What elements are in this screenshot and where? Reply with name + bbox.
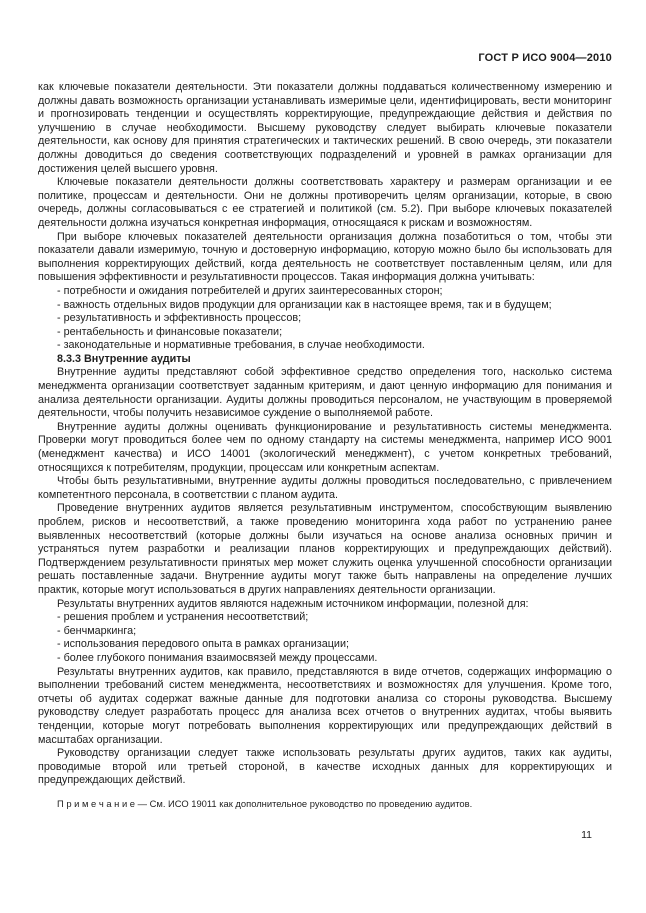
list-item: - решения проблем и устранения несоответствий; (57, 611, 309, 624)
page-number: 11 (581, 829, 592, 841)
paragraph: Внутренние аудиты должны оценивать функционирование и результативность системы менеджмента. Проверки могут проводиться более чем по одному стандарту на системы менеджмента, например ИСО 9001 (менеджмент качества) и ИСО 14001 (экологический менеджмент), с учетом конкретных требований, относящихся к потребителям, продукции, процессам или конкретным аспектам. (38, 420, 612, 474)
paragraph: Результаты внутренних аудитов, как правило, представляются в виде отчетов, содержащих информацию о выполнении требований систем менеджмента, несоответствиях и возможностях для улучшения. Кроме того, отчеты об аудитах содержат важные данные для подготовки анализа со стороны руководства. Высшему руководству следует разработать процесс для анализа всех отчетов о внутренних аудитах, чтобы выявить тенденции, которые могут потребовать выполнения корректирующих или предупреждающих действий в масштабах организации. (38, 665, 612, 746)
list-item: - более глубокого понимания взаимосвязей между процессами. (57, 651, 378, 664)
note: П р и м е ч а н и е — См. ИСО 19011 как дополнительное руководство по проведению аудитов. (57, 797, 473, 809)
page-header (38, 52, 612, 64)
list-item: - потребности и ожидания потребителей и других заинтересованных сторон; (57, 284, 443, 297)
paragraph: Проведение внутренних аудитов является результативным инструментом, способствующим выявлению проблем, рисков и несоответствий, а также проведению мониторинга хода работ по устранению ранее выявленных несоответствий (которые должны были изучаться на основе анализа основных причин и устраняться путем разработки и реализации планов корректирующих и предупреждающих действий). Подтверждением результативности принятых мер может служить оценка улучшенной способности организации решать поставленные задачи. Внутренние аудиты могут также быть направлены на определение лучших практик, которые могут использоваться в других направлениях деятельности организации. (38, 502, 612, 596)
paragraph: Результаты внутренних аудитов являются надежным источником информации, полезной для: (57, 597, 529, 610)
section-heading: 8.3.3 Внутренние аудиты (57, 352, 191, 365)
paragraph: Внутренние аудиты представляют собой эффективное средство определения того, насколько система менеджмента организации соответствует заданным критериям, и дают ценную информацию для понимания и анализа деятельности организации. Аудиты должны проводиться персоналом, не участвующим в проверяемой деятельности, чтобы получить независимое суждение о выполняемой работе. (38, 366, 612, 420)
paragraph: Ключевые показатели деятельности должны соответствовать характеру и размерам организации и ее политике, процессам и деятельности. Они не должны противоречить целям организации, которые, в свою очередь, должны согласовываться с ее стратегией и политикой (см. 5.2). При выборе ключевых показателей деятельности должна изучаться конкретная информация, относящаяся к рискам и возможностям. (38, 176, 612, 229)
list-item: - законодательные и нормативные требования, в случае необходимости. (57, 339, 425, 352)
paragraph: Чтобы быть результативными, внутренние аудиты должны проводиться последовательно, с привлечением компетентного персонала, в соответствии с планом аудита. (38, 475, 612, 501)
document-code: ГОСТ Р ИСО 9004—2010 (478, 52, 612, 64)
list-item: - использования передового опыта в рамках организации; (57, 638, 349, 651)
list-item: - результативность и эффективность процессов; (57, 312, 302, 325)
document-body (38, 81, 612, 810)
page-footer (38, 829, 592, 841)
list-item: - бенчмаркинга; (57, 624, 137, 637)
list-item: - важность отдельных видов продукции для организации как в настоящее время, так и в будущем; (57, 298, 552, 311)
paragraph: При выборе ключевых показателей деятельности организация должна позаботиться о том, чтобы эти показатели давали измеримую, точную и достоверную информацию, которую можно было бы использовать для выполнения корректирующих действий, когда деятельность не соответствует поставленным целям, или для повышения эффективности и результативности процессов. Такая информация должна учитывать: (38, 230, 612, 284)
paragraph: Руководству организации следует также использовать результаты других аудитов, таких как аудиты, проводимые второй или третьей стороной, в качестве исходных данных для корректирующих и предупреждающих действий. (38, 747, 612, 787)
continuation: как ключевые показатели деятельности. Эти показатели должны поддаваться количественному измерению и должны давать возможность организации устанавливать измеримые цели, идентифицировать, вести мониторинг и прогнозировать тенденции и осуществлять корректирующие, предупреждающие действия и действия по улучшению в случае необходимости. Высшему руководству следует выбирать ключевые показатели деятельности, как основу для принятия стратегических и тактических решений. В свою очередь, эти показатели должны доводиться до сведения соответствующих подразделений и уровней в рамках организации для достижения целей высшего уровня. (38, 81, 612, 175)
list-item: - рентабельность и финансовые показатели; (57, 325, 283, 338)
